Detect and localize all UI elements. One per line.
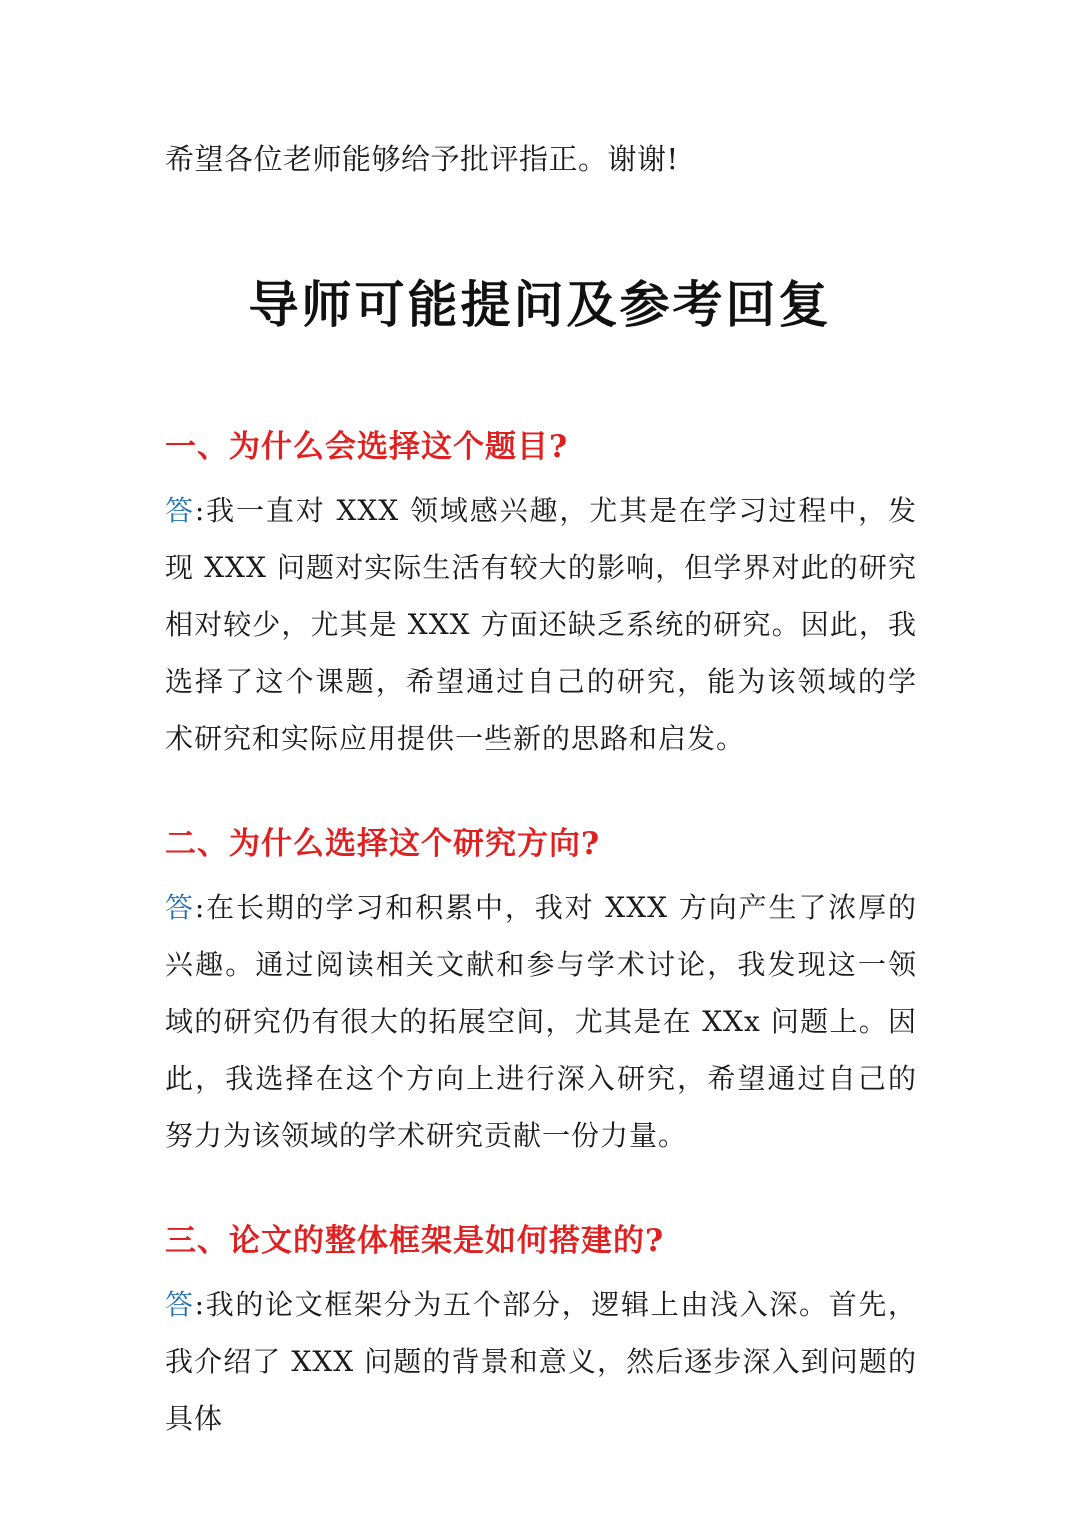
question-heading: 一、为什么会选择这个题目? <box>165 429 569 465</box>
page-title: 导师可能提问及参考回复 <box>248 275 832 334</box>
question-heading: 二、为什么选择这个研究方向? <box>165 826 601 862</box>
intro-text: 希望各位老师能够给予批评指正。谢谢! <box>165 142 679 176</box>
qa-section-2 <box>165 822 935 1164</box>
qa-section-1 <box>165 425 935 767</box>
question-heading: 三、论文的整体框架是如何搭建的? <box>165 1223 665 1259</box>
qa-section-3 <box>165 1219 935 1447</box>
answer-paragraph <box>165 1276 917 1447</box>
answer-prefix: 答 <box>165 494 195 527</box>
answer-text: :在长期的学习和积累中，我对 XXX 方向产生了浓厚的兴趣。通过阅读相关文献和参与学术讨论，我发现这一领域的研究仍有很大的拓展空间，尤其是在 XXx 问题上。因此，我选择在这个方向上进行深入研究，希望通过自己的努力为该领域的学术研究贡献一份力量。 <box>165 891 917 1152</box>
answer-text: :我的论文框架分为五个部分，逻辑上由浅入深。首先，我介绍了 XXX 问题的背景和意义，然后逐步深入到问题的具体 <box>165 1288 917 1435</box>
answer-prefix: 答 <box>165 891 195 924</box>
answer-paragraph <box>165 879 917 1164</box>
answer-prefix: 答 <box>165 1288 195 1321</box>
answer-text: :我一直对 XXX 领域感兴趣，尤其是在学习过程中，发现 XXX 问题对实际生活有较大的影响，但学界对此的研究相对较少，尤其是 XXX 方面还缺乏系统的研究。因此，我选择了这个课题，希望通过自己的研究，能为该领域的学术研究和实际应用提供一些新的思路和启发。 <box>165 494 917 755</box>
answer-paragraph <box>165 482 917 767</box>
